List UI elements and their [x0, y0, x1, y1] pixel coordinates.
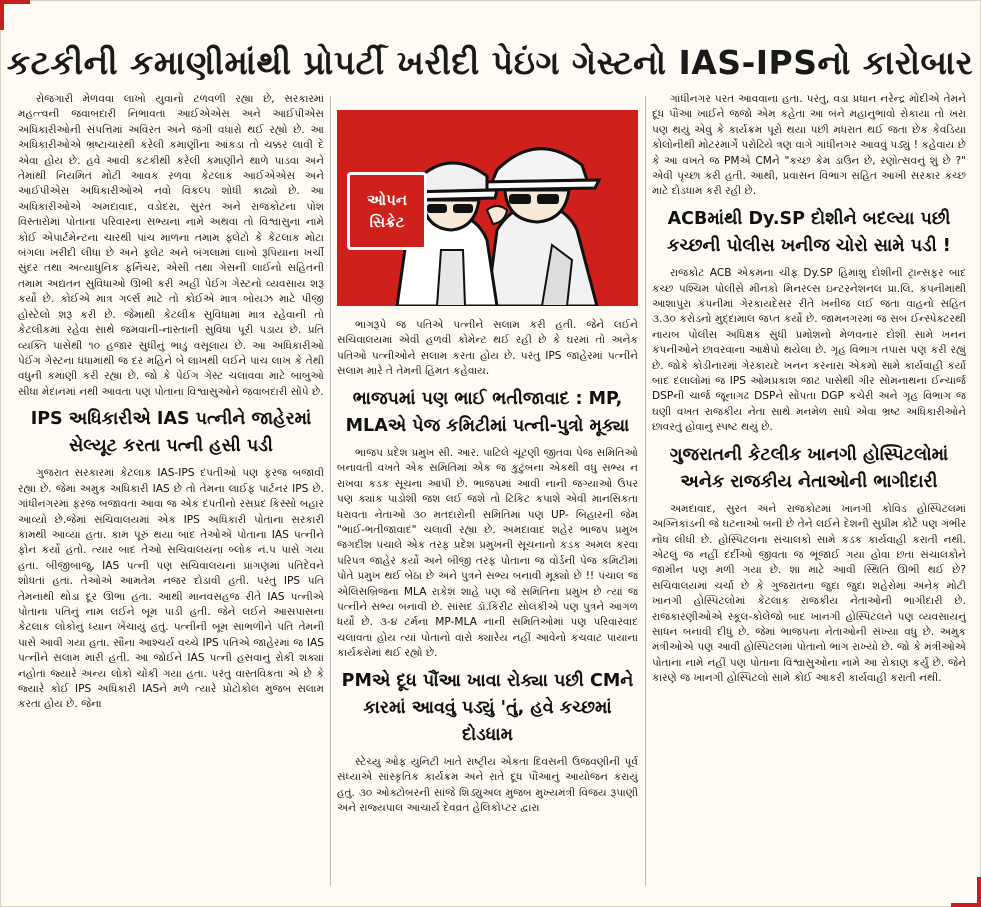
article-intro-paragraph: રોજગારી મેળવવા લાખો યુવાનો ટળવળી રહ્યા છે, સરકારમાં મહત્ત્વની જવાબદારી નિભાવતા આઈએએસ અને આઈપીએસ અધિકારીઓની સંપત્તિમાં અવિરત અને જંગી વધારો થઈ રહ્યો છે. આ અધિકારીઓએ ભ્રષ્ટાચારથી કરેલી કમાણીના આંકડા તો ચક્કર લાવી દે એવા હોય છે. હવે આવી કટકીથી કરેલી કમાણીને થાળે પાડવા અને તેમાંથી નિયમિત મોટી આવક રળવા કેટલાક આઈએએસ અને આઈપીએસ અધિકારીઓએ નવો વિકલ્પ શોધી કાઢ્યો છે. આ અધિકારીઓએ અમદાવાદ, વડોદરા, સુરત અને રાજકોટના પોશ વિસ્તારોમાં પોતાના પરિવારના સભ્યના નામે અથવા તો વિશ્વાસુના નામે કોઈ એપાર્ટમેન્ટના ચારથી પાંચ માળના તમામ ફ્લેટો કે કેટલાક મોટા બંગલા ખરીદી લીધા છે અને ફ્લેટ અને બંગલામાં લાખો રૂપિયાના ખર્ચી સુંદર તથા અત્યાધુનિક ફર્નિચર, એસી તથા ગેસની લાઈનો સહિતની તમામ અદ્યતન સુવિધાઓ ઊભી કરી અહીં પેઈંગ ગેસ્ટનો વ્યવસાય શરૂ કર્યો છે. કોઈએ માત્ર ગર્લ્સ માટે તો કોઈએ માત્ર બોયઝ માટે પીજી હોસ્ટેલો શરૂ કરી છે. જેમાંથી કેટલીક સુવિધામાં માત્ર રહેવાની તો કેટલીકમાં રહેવા સાથે જમવાની-નાસ્તાની સુવિધા પૂરી પડાય છે. પ્રતિ વ્યક્તિ પાસેથી ૧૦ હજાર સુધીનું ભાડું વસૂલાય છે. આ અધિકારીઓ પેઈંગ ગેસ્ટના ધંધામાંથી જ દર મહિને બે લાખથી લઈને પાંચ લાખ કે તેથી વધુની કમાણી કરી રહ્યા છે. જો કે પેઈંગ ગેસ્ટ ચલાવવા માટે બાબુઓ સીધા મેદાનમાં નથી આવતા પણ પોતાના વિશ્વાસુઓને જવાબદારી સોંપે છે.: [18, 93, 324, 398]
illustration-open-secret: [337, 110, 638, 306]
column-right: [652, 92, 966, 892]
subheading-acb-dysp: ACBમાંથી Dy.SP દોશીને બદલ્યા પછી કચ્છની પોલીસ ખનીજ ચોરો સામે પડી !: [667, 208, 951, 256]
acb-dysp-paragraph: રાજકોટ ACB એકમના ચીફ Dy.SP હિમાંશુ દોશીની ટ્રાન્સફર બાદ કચ્છ પશ્ચિમ પોલીસે મીનકો મિનરલ્સ ઇન્ટરનેશનલ પ્રા.લિ. કંપનીમાંથી આશાપુરા કંપનીમાં ગેરકાયદેસર રીતે ખનીજ લઈ જતા વાહનો સહિત ૩.૩૦ કરોડનો મુદ્દામાલ જપ્ત કર્યો છે. જામનગરમાં જ સબ ઈન્સ્પેક્ટરથી નાયબ પોલીસ અધિક્ષક સુધી પ્રમોશનો મેળવનાર દોશી સામે ખનન કંપનીઓને છાવરવાના આક્ષેપો થયેલા છે. ગૃહ વિભાગ તપાસ પણ કરી રહ્યું છે. જોકે કોડીનારમાં ગેરકાયદે ખનન કરનારા એકમો સામે કાર્યવાહી કર્યા બાદ દલાલોમાં જ IPS ઓમપ્રકાશ જાટ પાસેથી ગીર સોમનાથના ઈન્ચાર્જ DSPની ચાર્જ જૂનાગઢ DSPને સોંપતા DGP કચેરી અને ગૃહ વિભાગ જ ઘણી વખત રાજકીય નેતા સાથે મનમેળ સાધે એવા ભ્રષ્ટ અધિકારીઓને છાવરતું હોવાનું સ્પષ્ટ થયું છે.: [652, 267, 966, 434]
pm-cm-kutch-paragraph: સ્ટેચ્યુ ઓફ યુનિટી ખાતે રાષ્ટ્રીય એકતા દિવસની ઉજવણીની પૂર્વ સંધ્યાએ સાંસ્કૃતિક કાર્યક્રમ અને રાતે દૂધ પૌંઆનું આયોજન કરાયું હતું. ૩૦ ઓક્ટોબરની સાંજે શિડ્યુઅલ મુજબ મુખ્યમંત્રી વિજય રૂપાણી અને રાજ્યપાલ આચાર્ય દેવવ્રત હેલિકોપ્ટર દ્વારા: [337, 755, 638, 815]
corner-mark-bottom-right-v: [977, 877, 981, 907]
column-left: [18, 92, 324, 892]
open-secret-badge: [347, 172, 427, 250]
badge-line-2: સિક્રેટ: [369, 213, 405, 231]
pm-cm-kutch-continued-paragraph: ગાંધીનગર પરત આવવાના હતા. પરંતુ, વડા પ્રધાન નરેન્દ્ર મોદીએ તેમને દૂધ પૌંઆ ખાઈને જજો એમ કહેતા આ બંને મહાનુભાવો રોકાયા તો ખરા પણ થયું એવું કે કાર્યક્રમ પૂરો થયા પછી મધરાત થઈ જતા છેક કેવડિયા કોલોનીથી મોટરમાર્ગે પરોઢિયે ત્રણ વાગે ગાંધીનગર આવવું પડ્યું ! કહેવાય છે કે આ વખતે જ PMએ CMને "કચ્છ કેમ ડાઉન છે, રણોત્સવનું શું છે ?" એવી પૃચ્છા કરી હતી. આથી, પ્રવાસન વિભાગ સહિત આખી સરકાર કચ્છ માટે દોડધામ કરી રહી છે.: [652, 93, 966, 198]
subheading-pm-cm-kutch: PMએ દૂધ પૌંઆ ખાવા રોક્યા પછી CMને કારમાં આવવું પડ્યું 'તું, હવે કચ્છમાં દોડધામ: [341, 670, 634, 745]
bjp-nepotism-paragraph: ભાજપ પ્રદેશ પ્રમુખ સી. આર. પાટિલે ચૂંટણી જીતવા પેજ સમિતિઓ બનાવતી વખતે એક સમિતિમાં એક જ કુટુંબના એકથી વધુ સભ્ય ન રાખવા કડક સૂચના આપી છે. ભાજપમાં આવી નાની જગ્યાઓ ઉપર પણ ક્યાંક પાડોશી જશ લઈ જશે તો ટિકિટ કપાશે એવી માનસિકતા ધરાવતા નેતાઓ ૩૦ મતદારોની સમિતિમાં પણ UP- બિહારની જેમ "ભાઈ-ભતીજાવાદ" ચલાવી રહ્યા છે. અમદાવાદ શહેર ભાજપ પ્રમુખ જગદીશ પંચાલે એક તરફ પ્રદેશ પ્રમુખની સૂચનાનો કડક અમલ કરવા પરિપત્ર જાહેર કર્યો અને બીજી તરફ પોતાના જ વોર્ડની પેજ કમિટીમાં પોતે પ્રમુખ થઈ બેઠા છે અને પુત્રને સભ્ય બનાવી મૂક્યો છે !! પંચાલ જ એલિસબ્રિજના MLA રાકેશ શાહે પણ જે સમિતિના પ્રમુખ છે ત્યાં જ પત્નીને સભ્ય બનાવી છે. સાંસદ ડૉ.કિરીટ સોલંકીએ પણ પુત્રને આગળ ધર્યો છે. ૩-૪ ટર્મના MP-MLA નાની સમિતિઓમાં પણ પરિવારવાદ ચલાવતા હોય ત્યાં પોતાનો વારો ક્યારેય નહીં આવેનો કચવાટ પાયાના કાર્યકરોમાં થઈ રહ્યો છે.: [337, 446, 638, 660]
ips-salute-continued-paragraph: ભાગરૂપે જ પતિએ પત્નીને સલામ કરી હતી. જેને લઈને સચિવાલયમાં એવી હળવી કોમેન્ટ થઈ રહી છે કે ઘરમાં તો અનેક પતિઓ પત્નીઓને સલામ કરતા હોય છે. પરંતુ IPS જાહેરમાં પત્નીને સલામ મારે તે તેમની હિંમત કહેવાય.: [337, 319, 638, 378]
column-rule-right: [645, 96, 646, 886]
subheading-bjp-nepotism: ભાજપમાં પણ ભાઈ ભતીજાવાદ : MP, MLAએ પેજ કમિટીમાં પત્ની-પુત્રો મૂક્યા: [345, 388, 630, 436]
column-rule-left: [330, 96, 331, 886]
column-middle: [337, 318, 638, 892]
corner-mark-top-left-h: [0, 0, 30, 4]
badge-line-1: ઓપન: [367, 191, 407, 209]
ips-salute-paragraph: ગુજરાત સરકારમાં કેટલાક IAS-IPS દંપતીઓ પણ ફરજ બજાવી રહ્યાં છે. જેમાં અમુક અધિકારી IAS છે તો તેમના લાઈફ પાર્ટનર IPS છે. ગાંધીનગરમાં ફરજ બજાવતા આવા જ એક દંપતીનો રસપ્રદ કિસ્સો બહાર આવ્યો છે.જેમાં સચિવાલયમાં એક IPS અધિકારી પોતાના સરકારી કામથી આવ્યા હતા. કામ પૂરું થયા બાદ તેઓએ પોતાના IAS પત્નીને ફોન કર્યો હતો. ત્યાર બાદ તેઓ સચિવાલયના બ્લોક નં.પ પાસે ગયા હતા. બીજીબાજુ, IAS પત્ની પણ સચિવાલયનાં પ્રાંગણમાં પતિદેવને શોધતાં હતાં. તેઓએ આમતેમ નજર દોડાવી હતી. પરંતુ IPS પતિ તેમનાથી થોડા દૂર ઊભા હતા. આથી માનવસહજ રીતે IAS પત્નીએ પોતાના પતિનું નામ લઈને બૂમ પાડી હતી. જેને લઈને આસપાસના કેટલાક લોકોનું ધ્યાન ખેંચાયું હતું. પત્નીની બૂમ સાંભળીને પતિ તેમની પાસે આવી ગયા હતા. સૌના આશ્ચર્ય વચ્ચે IPS પતિએ જાહેરમાં જ IAS પત્નીને સલામ મારી હતી. આ જોઈને IAS પત્ની હસવાનું રોકી શક્યાં નહોતાં જ્યારે અન્ય લોકો ચોંકી ગયા હતા. પરંતુ વાસ્તવિકતા એ છે કે જ્યારે કોઈ IPS અધિકારી IASને મળે ત્યારે પ્રોટોકોલ મુજબ સલામ કરતા હોય છે. જેના: [18, 467, 324, 711]
subheading-private-hospitals: ગુજરાતની કેટલીક ખાનગી હોસ્પિટલોમાં અનેક રાજકીય નેતાઓની ભાગીદારી: [669, 444, 949, 492]
private-hospitals-paragraph: અમદાવાદ, સુરત અને રાજકોટમાં ખાનગી કોવિડ હોસ્પિટલમાં અગ્નિકાંડની જે ઘટનાઓ બની છે તેને લઈને દેશની સુપ્રીમ કોર્ટે પણ ગંભીર નોંધ લીધી છે. હોસ્પિટલના સંચાલકો સામે કડક કાર્યવાહી કરાતી નથી. એટલું જ નહીં દર્દીઓ જીવતા જ ભૂંજાઈ ગયા હોવા છતાં સંચાલકોને જામીન પણ મળી ગયા છે. શા માટે આવી સ્થિતિ ઊભી થઈ છે? સચિવાલયમાં ચર્ચા છે કે ગુજરાતના જુદા જુદા શહેરોમાં અનેક મોટી ખાનગી હોસ્પિટલોમાં કેટલાક રાજકીય નેતાઓની ભાગીદારી છે. રાજકારણીઓએ સ્કૂલ-કોલેજો બાદ ખાનગી હોસ્પિટલને પણ વ્યવસાયનું સાધન બનાવી દીધું છે. જેમાં ભાજપના નેતાઓની સંખ્યા વધુ છે. અમુક મંત્રીઓએ પણ આવી હોસ્પિટલમાં પોતાનો ભાગ રાખ્યો છે. જો કે મંત્રીઓએ પોતાના નામે નહીં પણ પોતાના વિશ્વાસુઓના નામે આ રોકાણ કર્યું છે. જેને કારણે જ ખાનગી હોસ્પિટલો સામે કોઈ આકરી કાર્યવાહી કરાતી નથી.: [652, 502, 966, 685]
subheading-ips-salute: IPS અધિકારીએ IAS પત્નીને જાહેરમાં સેલ્યૂટ કરતા પત્ની હસી પડી: [30, 409, 312, 457]
corner-mark-top-left-v: [0, 0, 4, 30]
main-headline: કટકીની કમાણીમાંથી પ્રોપર્ટી ખરીદી પેઇંગ ગેસ્ટનો IAS-IPSનો કારોબાર: [6, 43, 974, 83]
